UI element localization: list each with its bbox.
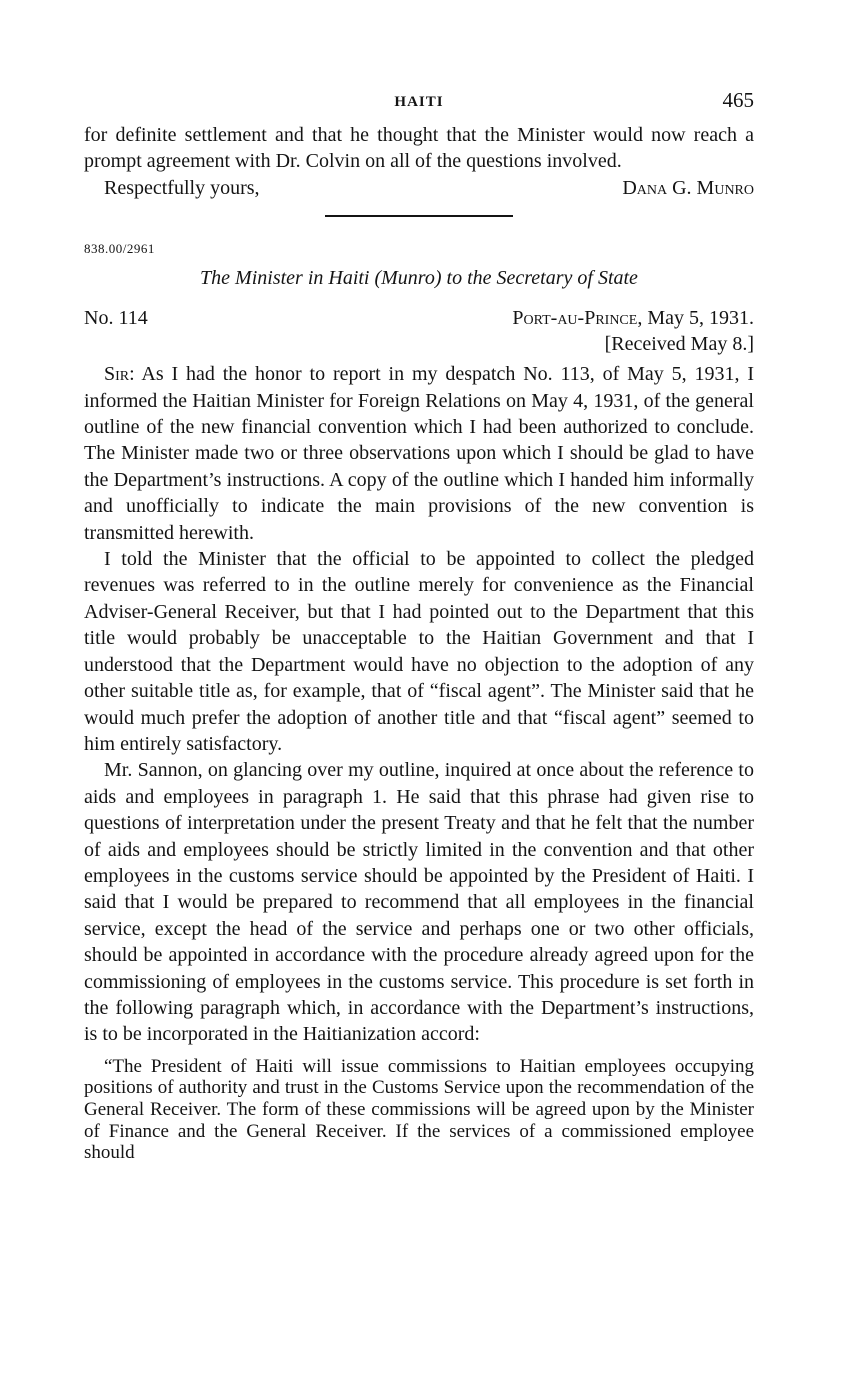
complimentary-close: Respectfully yours, (104, 176, 260, 199)
running-head-title: HAITI (394, 94, 444, 110)
running-head (84, 88, 754, 122)
salutation: Sir: (104, 363, 135, 386)
file-number: 838.00/2961 (84, 241, 155, 257)
place-date (512, 305, 754, 331)
body-paragraph-3: Mr. Sannon, on glancing over my outline, inquired at once about the reference to aids and employees in paragraph 1. He said that this phrase had given rise to questions of interpretation under the present Treaty and that he felt that the number of aids and employees should be strictly limited in the convention and that other employees in the customs service should be appointed by the President of Haiti. I said that I would be prepared to recommend that all employees in the financial service, except the head of the service and perhaps one or two other officials, should be appointed in accordance with the procedure already agreed upon for the commissioning of employees in the customs service. This procedure is set forth in the following paragraph which, in accordance with the Department’s instructions, is to be incorporated in the Haitianization accord: (84, 759, 754, 1046)
body-paragraph-2: I told the Minister that the official to be appointed to collect the pledged revenues was referred to in the outline merely for convenience as the Financial Adviser-General Receiver, but that I had pointed out to the Department that this title would probably be unacceptable to the Haitian Government and that I understood that the Department would have no objection to the adoption of any other suitable title as, for example, that of “fiscal agent”. The Minister said that he would much prefer the adoption of another title and that “fiscal agent” seemed to him entirely satisfactory. (84, 548, 754, 755)
page-number: 465 (722, 88, 754, 112)
document-title: The Minister in Haiti (Munro) to the Secretary of State (200, 267, 638, 290)
section-divider (325, 215, 513, 217)
received-note: [Received May 8.] (604, 333, 754, 356)
dateline (84, 305, 754, 331)
body-paragraph-1-text: As I had the honor to report in my despatch No. 113, of May 5, 1931, I informed the Haitian Minister for Foreign Relations on May 4, 1931, of the general outline of the new financial convention which I had been authorized to conclude. The Minister made two or three observations upon which I should be glad to have the Department’s instructions. A copy of the outline which I handed him informally and unofficially to indicate the main provisions of the new convention is transmitted herewith. (84, 363, 754, 544)
date: , May 5, 1931. (637, 307, 754, 330)
continuation-paragraph: for definite settlement and that he thought that the Minister would now reach a prompt agreement with Dr. Colvin on all of the questions involved. (84, 124, 754, 173)
body-paragraph-1 (84, 361, 754, 546)
despatch-number: No. 114 (84, 307, 148, 330)
signature: Dana G. Munro (622, 176, 754, 199)
document-page (84, 88, 754, 1164)
closing-line (84, 175, 754, 201)
place: Port-au-Prince (512, 307, 638, 330)
block-quote: “The President of Haiti will issue commissions to Haitian employees occupying positions of authority and trust in the Customs Service upon the recommendation of the General Receiver. The form of these commissions will be agreed upon by the Minister of Finance and the General Receiver. If the services of a commissioned employee should (84, 1055, 754, 1164)
